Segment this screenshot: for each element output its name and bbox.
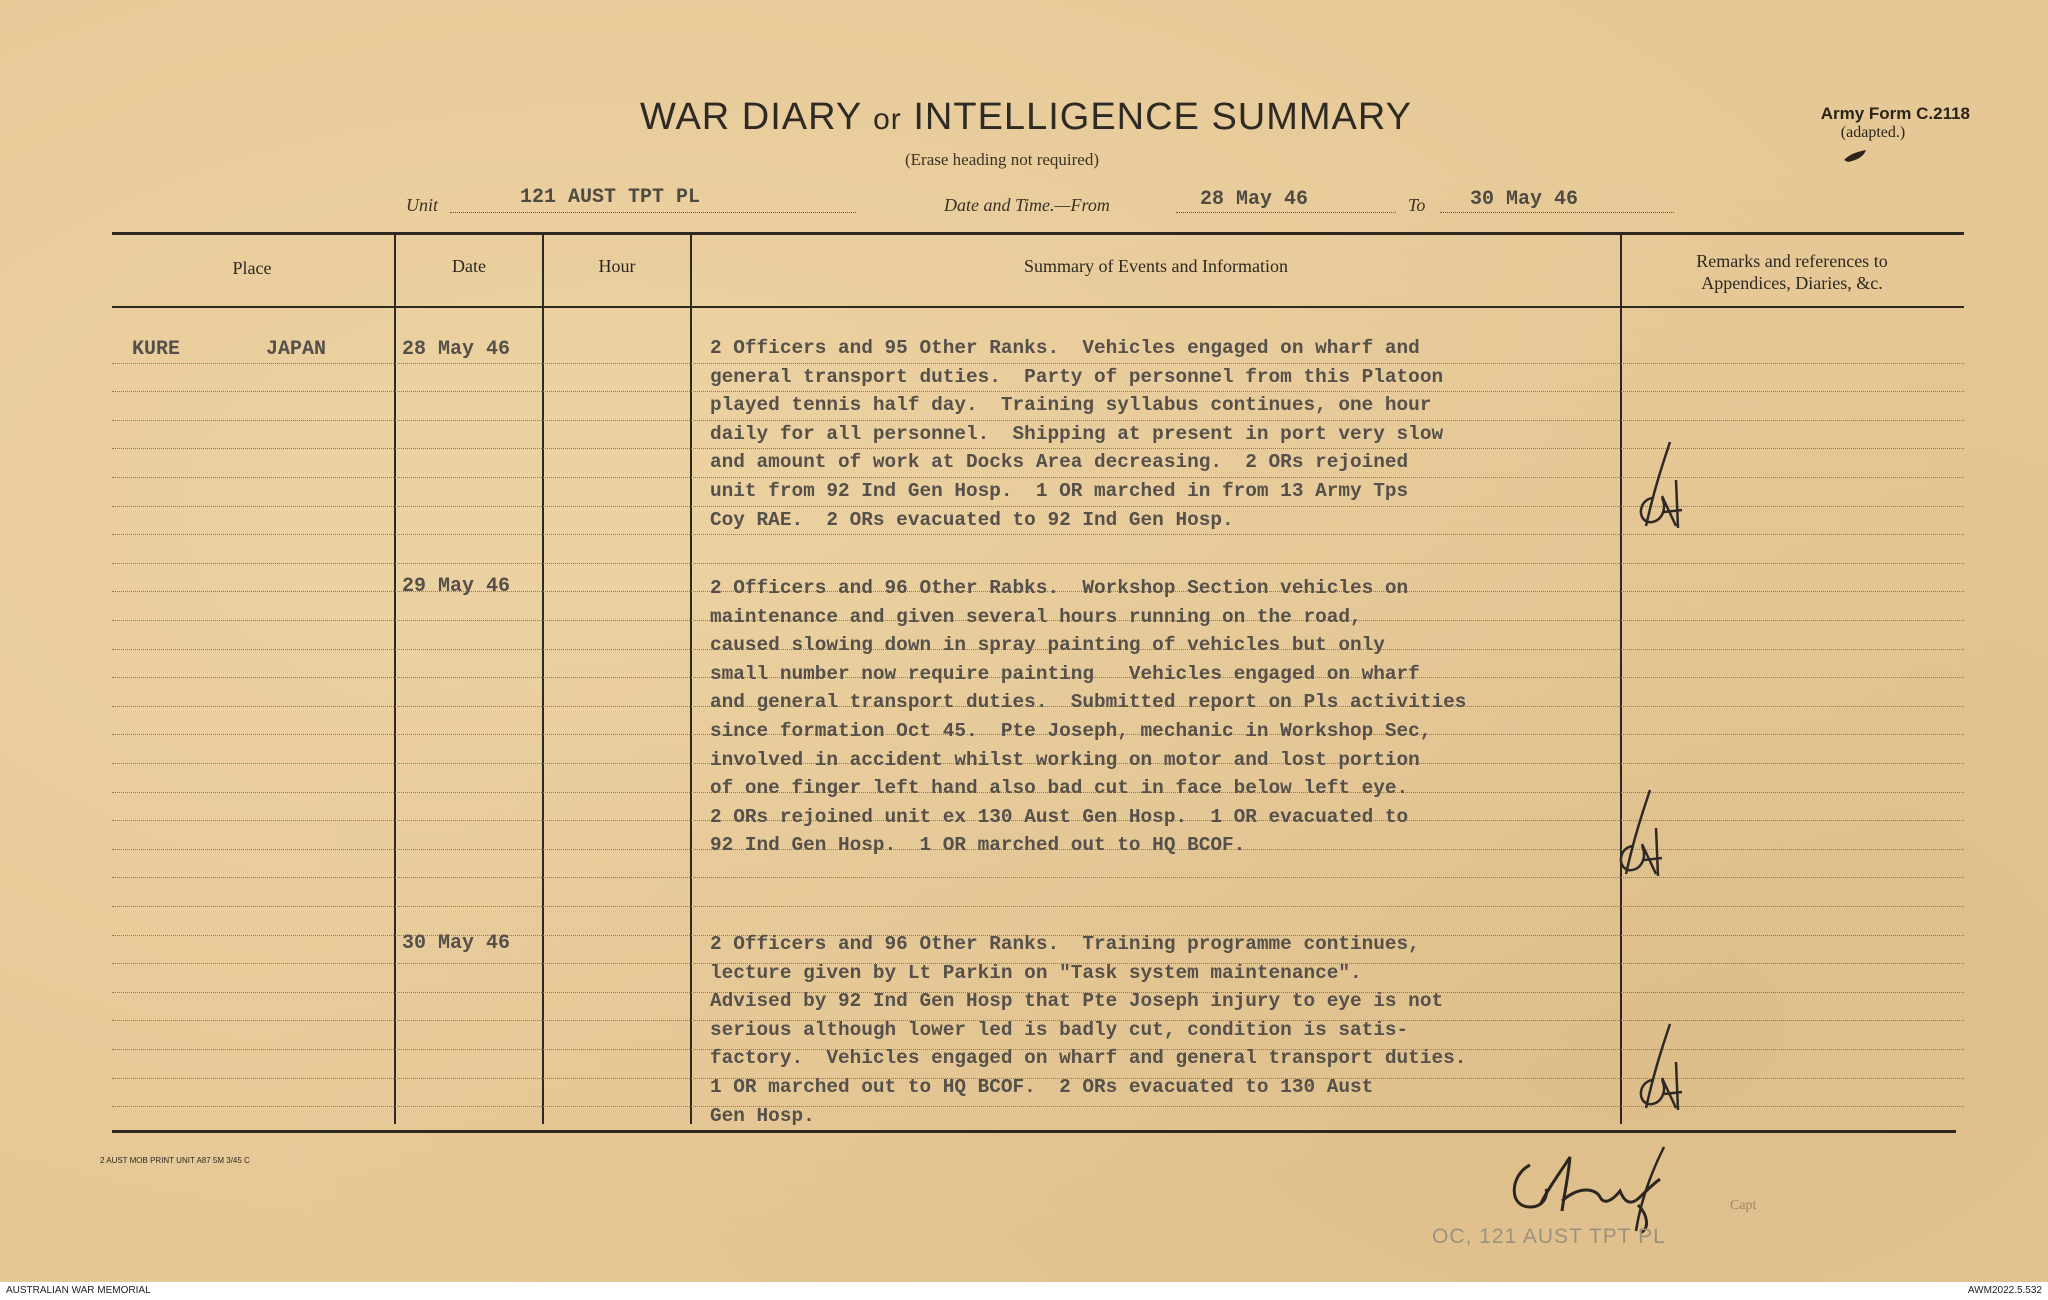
entry-2-summary: 2 Officers and 96 Other Rabks. Workshop Section vehicles on maintenance and given several hours running on the road, caused slowing down in spray painting of vehicles but only small number now require painting Vehicles engaged on wharf and general transport duties. Submitted report on Pls activities since formation Oct 45. Pte Joseph, mechanic in Workshop Sec, involved in accident whilst working on motor and lost portion of one finger left hand also bad cut in face below left eye. 2 ORs rejoined unit ex 130 Aust Gen Hosp. 1 OR evacuated to 92 Ind Gen Hosp. 1 OR marched out to HQ BCOF. bbox=[710, 577, 1467, 857]
date-to-label: To bbox=[1408, 195, 1426, 215]
col-divider-hour-summary bbox=[690, 232, 692, 1124]
entry-3-date: 30 May 46 bbox=[402, 932, 511, 955]
unit-value: 121 AUST TPT PL bbox=[520, 186, 701, 209]
ink-blot-icon bbox=[1842, 148, 1870, 164]
signature-icon bbox=[1500, 1145, 1670, 1235]
title-or: or bbox=[873, 103, 902, 136]
column-header-place: Place bbox=[232, 258, 272, 278]
handwritten-initial-icon bbox=[1612, 784, 1668, 880]
remarks-header-line-2: Appendices, Diaries, &c. bbox=[1701, 273, 1883, 293]
entry-2-date: 29 May 46 bbox=[402, 575, 511, 598]
column-header-summary: Summary of Events and Information bbox=[1024, 256, 1288, 276]
signatory-caption: OC, 121 AUST TPT PL bbox=[1432, 1225, 1666, 1248]
table-header-rule bbox=[112, 306, 1964, 308]
army-form-adapted: (adapted.) bbox=[1840, 124, 1906, 141]
date-from-value: 28 May 46 bbox=[1200, 188, 1309, 211]
table-top-rule bbox=[112, 232, 1964, 235]
ruled-line bbox=[112, 563, 1964, 564]
printer-imprint: 2 AUST MOB PRINT UNIT A87 5M 3/45 C bbox=[100, 1156, 250, 1165]
archive-footer bbox=[0, 1282, 2048, 1300]
title-part-1: WAR DIARY bbox=[640, 96, 862, 138]
entry-1-place: KURE bbox=[132, 338, 181, 361]
column-header-date: Date bbox=[452, 256, 486, 276]
entry-1-date: 28 May 46 bbox=[402, 338, 511, 361]
col-divider-date-hour bbox=[542, 232, 544, 1124]
date-from-underline bbox=[1176, 212, 1396, 213]
unit-underline bbox=[450, 212, 856, 213]
unit-label: Unit bbox=[406, 195, 439, 215]
column-header-remarks bbox=[1622, 250, 1962, 294]
archive-reference: AWM2022.5.532 bbox=[1967, 1285, 2042, 1296]
document-title bbox=[640, 96, 1412, 139]
handwritten-initial-icon bbox=[1632, 436, 1688, 532]
document-subtitle: (Erase heading not required) bbox=[905, 150, 1099, 169]
column-header-hour: Hour bbox=[598, 256, 636, 276]
archive-name: AUSTRALIAN WAR MEMORIAL bbox=[6, 1285, 151, 1296]
ruled-line bbox=[112, 906, 1964, 907]
date-to-value: 30 May 46 bbox=[1470, 188, 1579, 211]
date-to-underline bbox=[1440, 212, 1674, 213]
ruled-line bbox=[112, 877, 1964, 878]
entry-1-place-country: JAPAN bbox=[266, 338, 327, 361]
title-part-2: INTELLIGENCE SUMMARY bbox=[913, 96, 1412, 138]
handwritten-initial-icon bbox=[1632, 1018, 1688, 1114]
entry-1-summary: 2 Officers and 95 Other Ranks. Vehicles engaged on wharf and general transport duties. Party of personnel from this Platoon played tennis half day. Training syllabus continues, one hour daily for all personnel. Shipping at present in port very slow and amount of work at Docks Area decreasing. 2 ORs rejoined unit from 92 Ind Gen Hosp. 1 OR marched in from 13 Army Tps Coy RAE. 2 ORs evacuated to 92 Ind Gen Hosp. bbox=[710, 337, 1444, 531]
signatory-rank: Capt bbox=[1730, 1198, 1757, 1213]
table-bottom-rule bbox=[112, 1130, 1956, 1133]
col-divider-place-date bbox=[394, 232, 396, 1124]
date-from-label: Date and Time.—From bbox=[944, 195, 1110, 215]
army-form-number: Army Form C.2118 bbox=[1820, 104, 1970, 123]
entry-3-summary: 2 Officers and 96 Other Ranks. Training programme continues, lecture given by Lt Parkin on "Task system maintenance". Advised by 92 Ind Gen Hosp that Pte Joseph injury to eye is not serious although lower led is badly cut, condition is satis- factory. Vehicles engaged on wharf and general transport duties. 1 OR marched out to HQ BCOF. 2 ORs evacuated to 130 Aust Gen Hosp. bbox=[710, 933, 1467, 1127]
remarks-header-line-1: Remarks and references to bbox=[1696, 251, 1888, 271]
